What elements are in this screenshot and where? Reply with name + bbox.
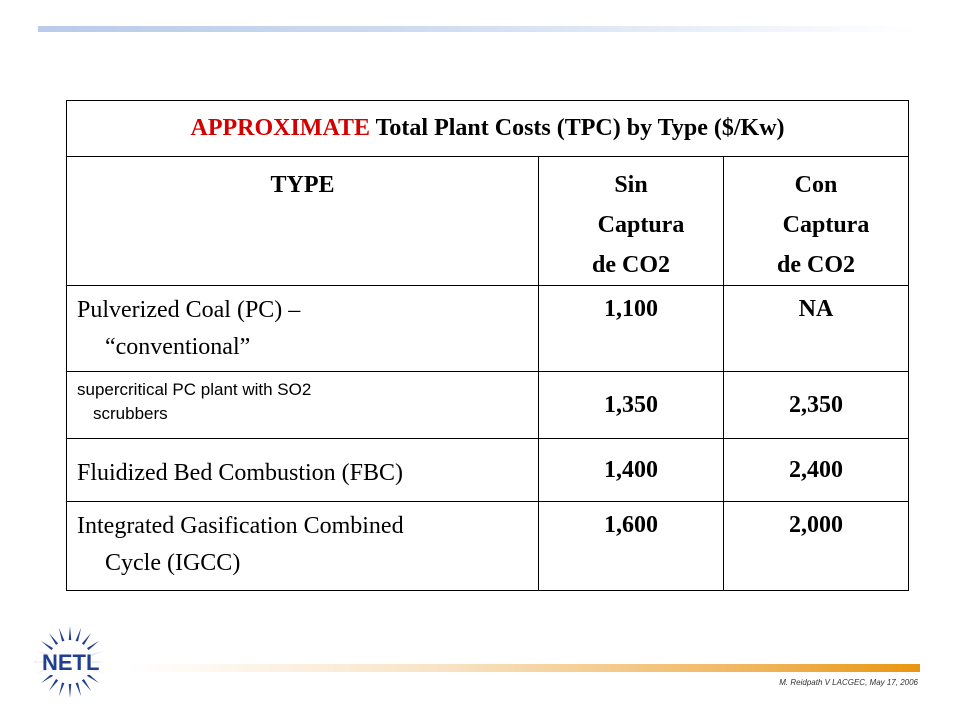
- row-label-line2: “conventional”: [105, 334, 251, 360]
- title-accent: APPROXIMATE: [190, 115, 371, 141]
- header-col1-line2: Captura: [597, 212, 685, 238]
- header-col1-line3: de CO2: [592, 252, 670, 278]
- header-type-label: TYPE: [270, 172, 335, 198]
- row-label-line1: Pulverized Coal (PC) –: [77, 297, 301, 323]
- value-sin: 1,400: [539, 439, 724, 502]
- bottom-decorative-bar: [128, 664, 920, 672]
- table-row: [67, 286, 909, 372]
- value-con: 2,000: [724, 502, 909, 591]
- header-col2-line2: Captura: [782, 212, 870, 238]
- table-row: [67, 502, 909, 591]
- header-col2-line3: de CO2: [777, 252, 855, 278]
- table-row: [67, 372, 909, 439]
- header-type: [67, 157, 539, 286]
- value-con: 2,350: [724, 372, 909, 439]
- value-sin: 1,100: [539, 286, 724, 372]
- logo-text: NETL: [42, 650, 100, 675]
- netl-sunburst-icon: [30, 620, 130, 710]
- row-label-line1: supercritical PC plant with SO2: [77, 380, 312, 399]
- row-label-line2: scrubbers: [93, 404, 168, 423]
- row-label-line2: Cycle (IGCC): [105, 550, 241, 576]
- plant-cost-table: [66, 100, 909, 591]
- value-con: 2,400: [724, 439, 909, 502]
- netl-logo: [30, 620, 130, 710]
- header-sin-captura: [539, 157, 724, 286]
- table-row: [67, 439, 909, 502]
- value-con: NA: [724, 286, 909, 372]
- header-col2-line1: Con: [794, 172, 838, 198]
- table-title-row: [67, 101, 909, 157]
- row-label-fbc: [67, 439, 539, 502]
- table-title: [67, 101, 909, 157]
- header-col1-line1: Sin: [614, 172, 648, 198]
- row-label-line1: Fluidized Bed Combustion (FBC): [77, 459, 404, 486]
- header-con-captura: [724, 157, 909, 286]
- value-sin: 1,350: [539, 372, 724, 439]
- row-label-supercritical: [67, 372, 539, 439]
- value-sin: 1,600: [539, 502, 724, 591]
- title-rest: Total Plant Costs (TPC) by Type ($/Kw): [370, 115, 785, 141]
- table-header-row: [67, 157, 909, 286]
- footer-credit: M. Reidpath V LACGEC, May 17, 2006: [779, 678, 918, 687]
- top-decorative-bar: [38, 26, 918, 32]
- row-label-pc: [67, 286, 539, 372]
- row-label-igcc: [67, 502, 539, 591]
- row-label-line1: Integrated Gasification Combined: [77, 513, 404, 539]
